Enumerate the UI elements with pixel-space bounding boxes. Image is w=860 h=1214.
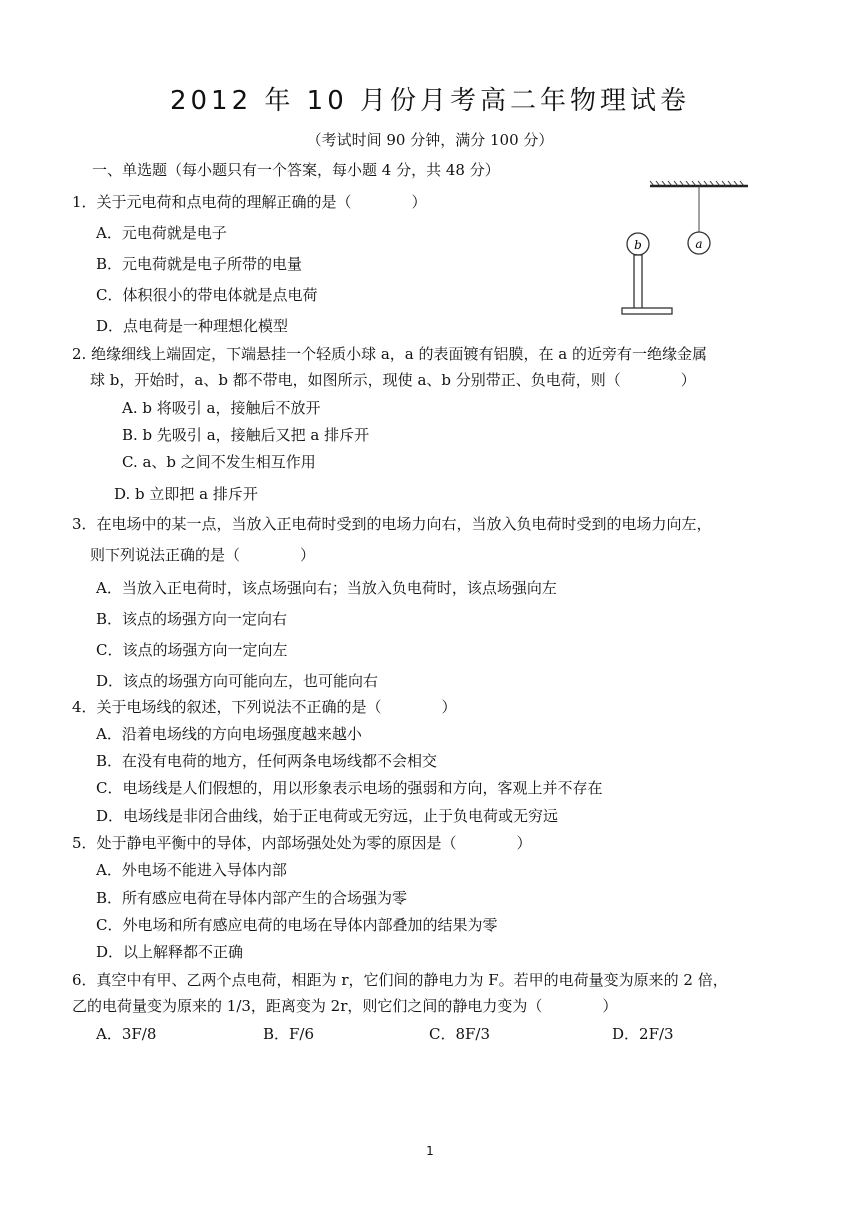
question-3-option-a: A．当放入正电荷时，该点场强向右；当放入负电荷时，该点场强向左 (96, 579, 557, 597)
question-3-option-b: B．该点的场强方向一定向右 (96, 610, 288, 628)
question-2-option-b: B. b 先吸引 a，接触后又把 a 排斥开 (122, 426, 370, 444)
page-number: 1 (426, 1144, 434, 1158)
question-2-option-a: A. b 将吸引 a，接触后不放开 (122, 399, 321, 417)
question-5-stem: 5．处于静电平衡中的导体，内部场强处处为零的原因是（ ） (72, 834, 532, 852)
question-3-stem-line2: 则下列说法正确的是（ ） (90, 546, 316, 564)
question-6-option-d: D．2F/3 (612, 1025, 674, 1043)
question-6-stem-line1: 6．真空中有甲、乙两个点电荷，相距为 r，它们间的静电力为 F。若甲的电荷量变为原来的 2 倍， (72, 971, 728, 989)
page-title: 2012 年 10 月份月考高二年物理试卷 (169, 86, 691, 116)
insulating-stand-icon (622, 255, 672, 314)
question-6-option-a: A．3F/8 (96, 1025, 157, 1043)
question-3-option-d: D．该点的场强方向可能向左，也可能向右 (96, 672, 379, 690)
question-4-stem: 4．关于电场线的叙述，下列说法不正确的是（ ） (72, 698, 457, 716)
electroscope-figure (612, 176, 762, 320)
question-2-stem-line2: 球 b，开始时，a、b 都不带电，如图所示，现使 a、b 分别带正、负电荷，则（ ） (90, 371, 696, 389)
question-3-stem-line1: 3．在电场中的某一点，当放入正电荷时受到的电场力向右，当放入负电荷时受到的电场力向左， (72, 515, 712, 533)
question-3-option-c: C．该点的场强方向一定向左 (96, 641, 288, 659)
question-2-option-d: D. b 立即把 a 排斥开 (114, 485, 258, 503)
question-2-option-c: C. a、b 之间不发生相互作用 (122, 453, 316, 471)
question-4-option-b: B．在没有电荷的地方，任何两条电场线都不会相交 (96, 752, 438, 770)
question-5-option-c: C．外电场和所有感应电荷的电场在导体内部叠加的结果为零 (96, 916, 498, 934)
question-2-stem-line1: 2. 绝缘细线上端固定，下端悬挂一个轻质小球 a，a 的表面镀有铝膜，在 a 的近旁有一绝缘金属 (72, 345, 707, 363)
ball-b-label: b (634, 238, 642, 252)
question-6-option-b: B．F/6 (263, 1025, 315, 1043)
ceiling-icon (650, 181, 748, 186)
question-6-option-c: C．8F/3 (429, 1025, 491, 1043)
question-5-option-d: D．以上解释都不正确 (96, 943, 244, 961)
question-4-option-d: D．电场线是非闭合曲线，始于正电荷或无穷远，止于负电荷或无穷远 (96, 807, 559, 825)
exam-subtitle: （考试时间 90 分钟，满分 100 分） (306, 131, 554, 149)
section-heading: 一、单选题（每小题只有一个答案，每小题 4 分，共 48 分） (92, 161, 500, 179)
question-1-option-d: D．点电荷是一种理想化模型 (96, 317, 289, 335)
question-4-option-a: A．沿着电场线的方向电场强度越来越小 (96, 725, 362, 743)
ball-a-label: a (695, 237, 703, 251)
question-1-option-a: A．元电荷就是电子 (96, 224, 227, 242)
question-5-option-b: B．所有感应电荷在导体内部产生的合场强为零 (96, 889, 408, 907)
question-1-stem: 1．关于元电荷和点电荷的理解正确的是（ ） (72, 193, 427, 211)
question-4-option-c: C．电场线是人们假想的，用以形象表示电场的强弱和方向，客观上并不存在 (96, 779, 603, 797)
question-1-option-b: B．元电荷就是电子所带的电量 (96, 255, 303, 273)
question-6-stem-line2: 乙的电荷量变为原来的 1/3，距离变为 2r，则它们之间的静电力变为（ ） (72, 997, 618, 1015)
question-5-option-a: A．外电场不能进入导体内部 (96, 861, 287, 879)
question-1-option-c: C．体积很小的带电体就是点电荷 (96, 286, 318, 304)
